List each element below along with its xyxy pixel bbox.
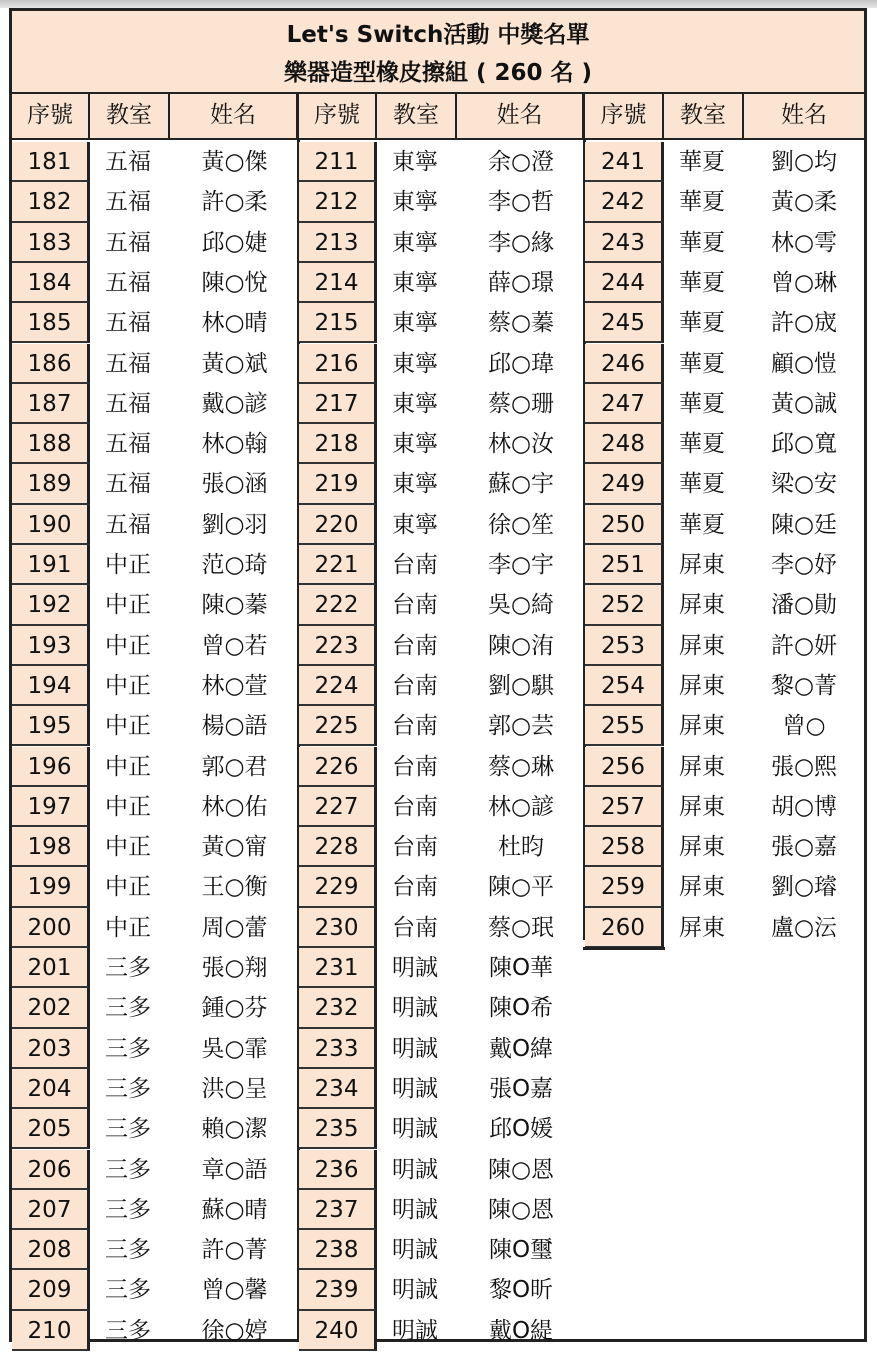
name-cell: 林○汝 bbox=[487, 431, 555, 458]
seq-cell: 260 bbox=[585, 908, 664, 948]
seq-cell: 216 bbox=[299, 344, 377, 384]
room-cell: 華夏 bbox=[679, 431, 725, 458]
header-seq: 序號 bbox=[12, 94, 90, 140]
name-cell: 張O嘉 bbox=[488, 1075, 554, 1102]
seq-cell: 230 bbox=[299, 908, 377, 948]
room-cell: 五福 bbox=[105, 189, 151, 216]
name-cell: 章○語 bbox=[201, 1156, 268, 1183]
room-cell: 三多 bbox=[105, 1116, 151, 1143]
seq-cell: 246 bbox=[585, 344, 664, 384]
seq-cell: 244 bbox=[585, 263, 664, 303]
room-cell: 台南 bbox=[392, 592, 438, 619]
name-cell: 洪○呈 bbox=[201, 1075, 268, 1102]
seq-cell: 231 bbox=[299, 948, 377, 988]
name-cell: 潘○勛 bbox=[770, 592, 838, 619]
room-cell: 中正 bbox=[105, 713, 151, 740]
seq-cell: 210 bbox=[12, 1311, 90, 1351]
room-cell: 東寧 bbox=[392, 229, 438, 256]
room-cell: 三多 bbox=[105, 995, 151, 1022]
name-cell: 黃○傑 bbox=[201, 149, 268, 175]
room-cell: 屏東 bbox=[679, 753, 725, 780]
seq-cell: 249 bbox=[585, 464, 664, 504]
seq-cell: 201 bbox=[12, 948, 90, 988]
winners-table bbox=[9, 8, 867, 1342]
room-cell: 東寧 bbox=[392, 149, 438, 175]
name-cell: 張○嘉 bbox=[770, 834, 838, 861]
name-cell: 邱○瑋 bbox=[487, 350, 555, 377]
seq-cell: 209 bbox=[12, 1270, 90, 1310]
seq-cell: 215 bbox=[299, 303, 377, 343]
name-cell: 林○萱 bbox=[201, 672, 268, 699]
room-cell: 華夏 bbox=[679, 390, 725, 417]
name-cell: 李○緣 bbox=[487, 229, 555, 256]
name-cell: 吳○霏 bbox=[201, 1035, 268, 1062]
name-cell: 林○翰 bbox=[201, 431, 268, 458]
seq-cell: 225 bbox=[299, 706, 377, 746]
room-cell: 華夏 bbox=[679, 471, 725, 498]
name-cell: 郭○芸 bbox=[487, 713, 555, 740]
room-cell: 台南 bbox=[392, 874, 438, 901]
header-seq: 序號 bbox=[585, 94, 664, 140]
name-cell: 黃○斌 bbox=[201, 350, 268, 377]
seq-cell: 223 bbox=[299, 626, 377, 666]
room-cell: 屏東 bbox=[679, 592, 725, 619]
seq-cell: 253 bbox=[585, 626, 664, 666]
seq-cell: 256 bbox=[585, 747, 664, 787]
name-cell: 李○哲 bbox=[487, 189, 555, 216]
seq-cell: 185 bbox=[12, 303, 90, 343]
seq-cell: 220 bbox=[299, 505, 377, 545]
seq-cell: 221 bbox=[299, 545, 377, 585]
room-cell: 華夏 bbox=[679, 350, 725, 377]
name-cell: 蔡○蓁 bbox=[487, 310, 555, 337]
seq-cell: 184 bbox=[12, 263, 90, 303]
seq-cell: 227 bbox=[299, 787, 377, 827]
room-cell: 明誠 bbox=[392, 995, 438, 1022]
seq-cell: 194 bbox=[12, 666, 90, 706]
seq-cell: 236 bbox=[299, 1150, 377, 1190]
header-name: 姓名 bbox=[457, 94, 585, 140]
room-cell: 東寧 bbox=[392, 350, 438, 377]
room-cell: 明誠 bbox=[392, 1237, 438, 1264]
header-room: 教室 bbox=[664, 94, 744, 140]
room-cell: 五福 bbox=[105, 149, 151, 175]
room-cell: 中正 bbox=[105, 672, 151, 699]
seq-cell: 242 bbox=[585, 182, 664, 222]
room-cell: 三多 bbox=[105, 1156, 151, 1183]
name-cell: 邱○寬 bbox=[770, 431, 838, 458]
name-cell: 曾○琳 bbox=[770, 269, 838, 296]
seq-cell: 254 bbox=[585, 666, 664, 706]
name-cell: 戴O緹 bbox=[488, 1317, 554, 1344]
seq-cell: 257 bbox=[585, 787, 664, 827]
group-bottom-border bbox=[583, 947, 665, 950]
name-cell: 蔡○琳 bbox=[487, 753, 555, 780]
header-name: 姓名 bbox=[744, 94, 864, 140]
room-cell: 三多 bbox=[105, 1237, 151, 1264]
name-cell: 戴O緯 bbox=[488, 1035, 554, 1062]
seq-cell: 200 bbox=[12, 908, 90, 948]
name-cell: 王○衡 bbox=[201, 874, 268, 901]
room-cell: 五福 bbox=[105, 350, 151, 377]
seq-cell: 219 bbox=[299, 464, 377, 504]
seq-cell: 245 bbox=[585, 303, 664, 343]
seq-cell: 259 bbox=[585, 867, 664, 907]
name-cell: 邱O媛 bbox=[488, 1116, 554, 1143]
room-cell: 五福 bbox=[105, 471, 151, 498]
seq-cell: 181 bbox=[12, 142, 90, 182]
room-cell: 明誠 bbox=[392, 1035, 438, 1062]
name-cell: 陳○蓁 bbox=[201, 592, 268, 619]
seq-cell: 243 bbox=[585, 223, 664, 263]
name-cell: 陳○洧 bbox=[487, 632, 555, 659]
room-cell: 明誠 bbox=[392, 1075, 438, 1102]
room-cell: 五福 bbox=[105, 390, 151, 417]
name-cell: 陳○恩 bbox=[487, 1156, 555, 1183]
header-name: 姓名 bbox=[170, 94, 299, 140]
room-cell: 華夏 bbox=[679, 149, 725, 175]
name-cell: 楊○語 bbox=[201, 713, 268, 740]
room-cell: 五福 bbox=[105, 229, 151, 256]
name-cell: 陳○悅 bbox=[201, 269, 268, 296]
title-line-2: 樂器造型橡皮擦組 ( 260 名 ) bbox=[283, 60, 593, 86]
seq-cell: 234 bbox=[299, 1069, 377, 1109]
seq-cell: 187 bbox=[12, 384, 90, 424]
seq-cell: 232 bbox=[299, 988, 377, 1028]
name-cell: 黎O昕 bbox=[488, 1277, 554, 1304]
seq-cell: 240 bbox=[299, 1311, 377, 1351]
room-cell: 三多 bbox=[105, 1196, 151, 1223]
room-cell: 華夏 bbox=[679, 310, 725, 337]
name-cell: 張○熙 bbox=[770, 753, 838, 780]
room-cell: 明誠 bbox=[392, 1196, 438, 1223]
header-room: 教室 bbox=[377, 94, 457, 140]
top-edge bbox=[0, 0, 877, 8]
name-cell: 許○妍 bbox=[770, 632, 838, 659]
seq-cell: 196 bbox=[12, 747, 90, 787]
name-cell: 徐○笙 bbox=[487, 511, 555, 538]
room-cell: 台南 bbox=[392, 793, 438, 820]
room-cell: 東寧 bbox=[392, 269, 438, 296]
name-cell: 林○諺 bbox=[487, 793, 555, 820]
seq-cell: 199 bbox=[12, 867, 90, 907]
seq-cell: 252 bbox=[585, 585, 664, 625]
room-cell: 明誠 bbox=[392, 1277, 438, 1304]
name-cell: 胡○博 bbox=[770, 793, 838, 820]
name-cell: 劉○均 bbox=[770, 149, 838, 175]
seq-cell: 229 bbox=[299, 867, 377, 907]
name-cell: 李○宇 bbox=[487, 552, 555, 578]
seq-cell: 218 bbox=[299, 424, 377, 464]
name-cell: 黃○誠 bbox=[770, 390, 838, 417]
room-cell: 屏東 bbox=[679, 793, 725, 820]
name-cell: 陳O希 bbox=[488, 995, 554, 1022]
room-cell: 五福 bbox=[105, 511, 151, 538]
room-cell: 明誠 bbox=[392, 1317, 438, 1344]
name-cell: 林○雩 bbox=[770, 229, 838, 256]
seq-cell: 191 bbox=[12, 545, 90, 585]
seq-cell: 237 bbox=[299, 1190, 377, 1230]
name-cell: 蘇○晴 bbox=[201, 1196, 268, 1223]
name-cell: 蘇○宇 bbox=[487, 471, 555, 498]
room-cell: 中正 bbox=[105, 632, 151, 659]
name-cell: 鍾○芬 bbox=[201, 995, 268, 1022]
room-cell: 中正 bbox=[105, 834, 151, 861]
room-cell: 華夏 bbox=[679, 269, 725, 296]
room-cell: 中正 bbox=[105, 793, 151, 820]
room-cell: 中正 bbox=[105, 914, 151, 941]
name-cell: 陳O璽 bbox=[488, 1237, 554, 1264]
name-cell: 薛○璟 bbox=[487, 269, 555, 296]
name-cell: 梁○安 bbox=[770, 471, 838, 498]
seq-cell: 186 bbox=[12, 344, 90, 384]
room-cell: 三多 bbox=[105, 955, 151, 981]
name-cell: 周○蕾 bbox=[201, 914, 268, 941]
room-cell: 台南 bbox=[392, 753, 438, 780]
name-cell: 郭○君 bbox=[201, 753, 268, 780]
room-cell: 華夏 bbox=[679, 229, 725, 256]
room-cell: 華夏 bbox=[679, 511, 725, 538]
seq-cell: 198 bbox=[12, 827, 90, 867]
room-cell: 台南 bbox=[392, 672, 438, 699]
name-cell: 杜昀 bbox=[498, 834, 544, 861]
name-cell: 余○澄 bbox=[487, 149, 555, 175]
header-room: 教室 bbox=[90, 94, 170, 140]
room-cell: 五福 bbox=[105, 310, 151, 337]
name-cell: 曾○ bbox=[782, 713, 826, 740]
name-cell: 顧○愷 bbox=[770, 350, 838, 377]
seq-cell: 239 bbox=[299, 1270, 377, 1310]
header-seq: 序號 bbox=[299, 94, 377, 140]
seq-cell: 238 bbox=[299, 1230, 377, 1270]
name-cell: 黃○甯 bbox=[201, 834, 268, 861]
name-cell: 蔡○珉 bbox=[487, 914, 555, 941]
seq-cell: 255 bbox=[585, 706, 664, 746]
seq-cell: 204 bbox=[12, 1069, 90, 1109]
seq-cell: 224 bbox=[299, 666, 377, 706]
seq-cell: 183 bbox=[12, 223, 90, 263]
seq-cell: 248 bbox=[585, 424, 664, 464]
seq-cell: 212 bbox=[299, 182, 377, 222]
name-cell: 曾○若 bbox=[201, 632, 268, 659]
room-cell: 華夏 bbox=[679, 189, 725, 216]
room-cell: 五福 bbox=[105, 431, 151, 458]
seq-cell: 233 bbox=[299, 1029, 377, 1069]
name-cell: 林○佑 bbox=[201, 793, 268, 820]
seq-cell: 217 bbox=[299, 384, 377, 424]
room-cell: 東寧 bbox=[392, 471, 438, 498]
name-cell: 戴○諺 bbox=[201, 390, 268, 417]
room-cell: 三多 bbox=[105, 1277, 151, 1304]
room-cell: 東寧 bbox=[392, 511, 438, 538]
seq-cell: 182 bbox=[12, 182, 90, 222]
seq-cell: 235 bbox=[299, 1109, 377, 1149]
seq-cell: 203 bbox=[12, 1029, 90, 1069]
name-cell: 賴○潔 bbox=[201, 1116, 268, 1143]
name-cell: 蔡○珊 bbox=[487, 390, 555, 417]
room-cell: 明誠 bbox=[392, 1116, 438, 1143]
name-cell: 吳○綺 bbox=[487, 592, 555, 619]
name-cell: 許○柔 bbox=[201, 189, 268, 216]
name-cell: 范○琦 bbox=[201, 552, 268, 578]
seq-cell: 213 bbox=[299, 223, 377, 263]
room-cell: 屏東 bbox=[679, 834, 725, 861]
room-cell: 中正 bbox=[105, 874, 151, 901]
room-cell: 中正 bbox=[105, 753, 151, 780]
seq-cell: 250 bbox=[585, 505, 664, 545]
seq-cell: 207 bbox=[12, 1190, 90, 1230]
name-cell: 陳○廷 bbox=[770, 511, 838, 538]
name-cell: 盧○沄 bbox=[770, 914, 838, 941]
name-cell: 陳○恩 bbox=[487, 1196, 555, 1223]
name-cell: 許○菁 bbox=[201, 1237, 268, 1264]
name-cell: 劉○璿 bbox=[770, 874, 838, 901]
room-cell: 明誠 bbox=[392, 1156, 438, 1183]
seq-cell: 190 bbox=[12, 505, 90, 545]
name-cell: 林○晴 bbox=[201, 310, 268, 337]
room-cell: 屏東 bbox=[679, 874, 725, 901]
room-cell: 台南 bbox=[392, 552, 438, 578]
room-cell: 台南 bbox=[392, 834, 438, 861]
seq-cell: 241 bbox=[585, 142, 664, 182]
name-cell: 李○妤 bbox=[770, 552, 838, 578]
room-cell: 東寧 bbox=[392, 431, 438, 458]
name-cell: 劉○羽 bbox=[201, 511, 268, 538]
seq-cell: 188 bbox=[12, 424, 90, 464]
name-cell: 黃○柔 bbox=[770, 189, 838, 216]
room-cell: 五福 bbox=[105, 269, 151, 296]
room-cell: 屏東 bbox=[679, 672, 725, 699]
name-cell: 陳O華 bbox=[488, 955, 554, 981]
name-cell: 張○翔 bbox=[201, 955, 268, 981]
room-cell: 屏東 bbox=[679, 713, 725, 740]
name-cell: 許○宬 bbox=[770, 310, 838, 337]
room-cell: 中正 bbox=[105, 552, 151, 578]
room-cell: 台南 bbox=[392, 632, 438, 659]
name-cell: 張○涵 bbox=[201, 471, 268, 498]
seq-cell: 226 bbox=[299, 747, 377, 787]
seq-cell: 258 bbox=[585, 827, 664, 867]
room-cell: 三多 bbox=[105, 1075, 151, 1102]
room-cell: 台南 bbox=[392, 713, 438, 740]
seq-cell: 211 bbox=[299, 142, 377, 182]
room-cell: 三多 bbox=[105, 1035, 151, 1062]
room-cell: 中正 bbox=[105, 592, 151, 619]
room-cell: 東寧 bbox=[392, 189, 438, 216]
seq-cell: 251 bbox=[585, 545, 664, 585]
room-cell: 東寧 bbox=[392, 390, 438, 417]
seq-cell: 214 bbox=[299, 263, 377, 303]
seq-cell: 208 bbox=[12, 1230, 90, 1270]
title-line-1: Let's Switch活動 中獎名單 bbox=[286, 22, 590, 48]
table-title bbox=[12, 11, 864, 94]
room-cell: 三多 bbox=[105, 1317, 151, 1344]
room-cell: 屏東 bbox=[679, 552, 725, 578]
name-cell: 邱○婕 bbox=[201, 229, 268, 256]
room-cell: 台南 bbox=[392, 914, 438, 941]
name-cell: 陳○平 bbox=[487, 874, 555, 901]
seq-cell: 222 bbox=[299, 585, 377, 625]
room-cell: 東寧 bbox=[392, 310, 438, 337]
name-cell: 曾○馨 bbox=[201, 1277, 268, 1304]
seq-cell: 247 bbox=[585, 384, 664, 424]
room-cell: 明誠 bbox=[392, 955, 438, 981]
seq-cell: 189 bbox=[12, 464, 90, 504]
seq-cell: 197 bbox=[12, 787, 90, 827]
seq-cell: 228 bbox=[299, 827, 377, 867]
seq-cell: 193 bbox=[12, 626, 90, 666]
name-cell: 徐○婷 bbox=[201, 1317, 268, 1344]
name-cell: 劉○騏 bbox=[487, 672, 555, 699]
seq-cell: 206 bbox=[12, 1150, 90, 1190]
seq-cell: 195 bbox=[12, 706, 90, 746]
seq-cell: 192 bbox=[12, 585, 90, 625]
seq-cell: 202 bbox=[12, 988, 90, 1028]
room-cell: 屏東 bbox=[679, 914, 725, 941]
seq-cell: 205 bbox=[12, 1109, 90, 1149]
name-cell: 黎○菁 bbox=[770, 672, 838, 699]
room-cell: 屏東 bbox=[679, 632, 725, 659]
